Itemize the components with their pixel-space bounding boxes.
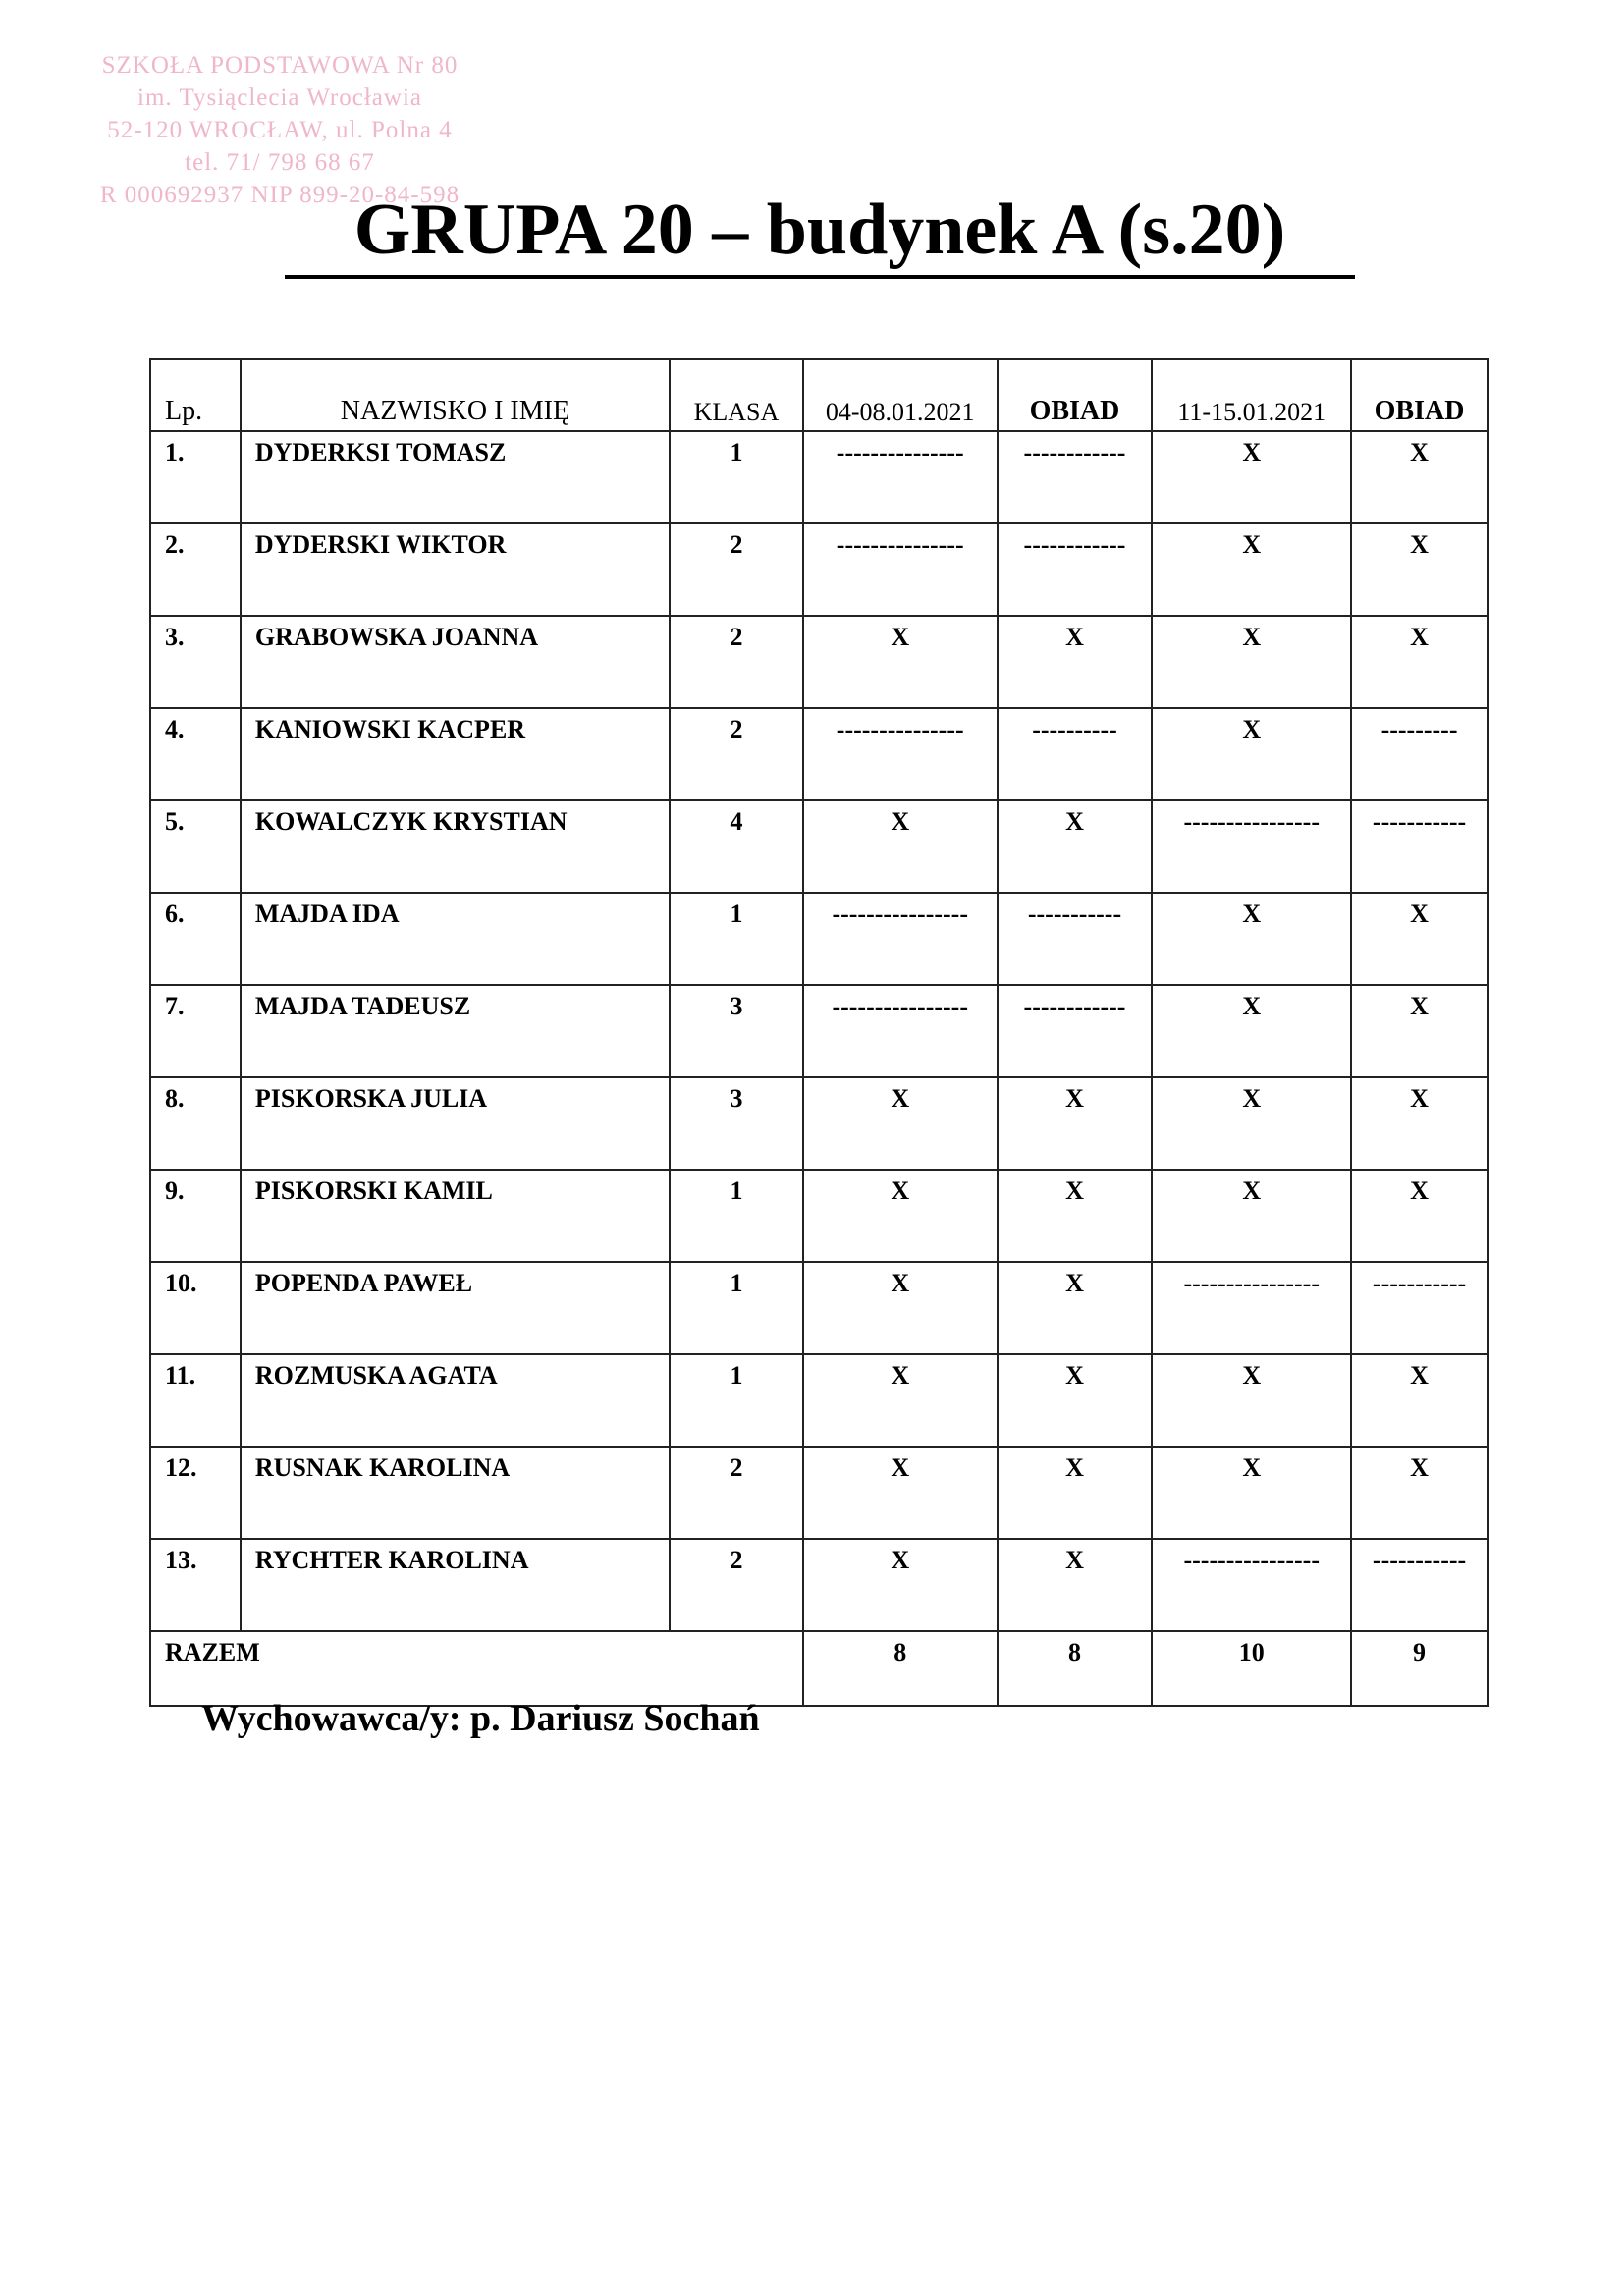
row-lp: 3. [150, 616, 241, 708]
row-week1: X [803, 1539, 998, 1631]
row-klasa: 2 [670, 708, 803, 800]
row-obiad1: ------------ [998, 985, 1153, 1077]
total-label: RAZEM [150, 1631, 803, 1706]
stamp-line: im. Tysiąclecia Wrocławia [137, 84, 422, 111]
row-week1: X [803, 1170, 998, 1262]
row-obiad2: X [1351, 1170, 1488, 1262]
stamp-line: R 000692937 NIP 899-20-84-598 [99, 182, 460, 208]
header-obiad2: OBIAD [1351, 359, 1488, 431]
row-week2: ---------------- [1152, 800, 1351, 893]
row-name: ROZMUSKA AGATA [241, 1354, 670, 1447]
row-week1: X [803, 1262, 998, 1354]
row-name: KOWALCZYK KRYSTIAN [241, 800, 670, 893]
row-name: PISKORSKI KAMIL [241, 1170, 670, 1262]
header-name: NAZWISKO I IMIĘ [241, 359, 670, 431]
row-obiad1: X [998, 1447, 1153, 1539]
table-row [150, 1077, 1488, 1170]
row-week1: ---------------- [803, 985, 998, 1077]
row-name: KANIOWSKI KACPER [241, 708, 670, 800]
row-week1: X [803, 1447, 998, 1539]
row-obiad1: X [998, 1539, 1153, 1631]
row-name: POPENDA PAWEŁ [241, 1262, 670, 1354]
row-week2: ---------------- [1152, 1262, 1351, 1354]
row-name: MAJDA TADEUSZ [241, 985, 670, 1077]
row-name: RUSNAK KAROLINA [241, 1447, 670, 1539]
row-klasa: 1 [670, 1262, 803, 1354]
row-week1: --------------- [803, 431, 998, 523]
row-name: DYDERSKI WIKTOR [241, 523, 670, 616]
row-obiad1: X [998, 1354, 1153, 1447]
row-klasa: 1 [670, 1354, 803, 1447]
table-row [150, 800, 1488, 893]
row-week1: X [803, 1354, 998, 1447]
row-klasa: 2 [670, 523, 803, 616]
row-obiad1: X [998, 616, 1153, 708]
table-row [150, 1354, 1488, 1447]
row-week1: ---------------- [803, 893, 998, 985]
row-obiad2: X [1351, 893, 1488, 985]
header-lp: Lp. [150, 359, 241, 431]
row-week2: X [1152, 616, 1351, 708]
row-klasa: 2 [670, 616, 803, 708]
row-week2: X [1152, 1447, 1351, 1539]
row-obiad2: X [1351, 1077, 1488, 1170]
row-obiad2: ----------- [1351, 800, 1488, 893]
table-row [150, 523, 1488, 616]
row-week2: X [1152, 431, 1351, 523]
row-obiad1: ---------- [998, 708, 1153, 800]
row-week1: X [803, 616, 998, 708]
table-row [150, 1539, 1488, 1631]
row-week2: X [1152, 985, 1351, 1077]
row-lp: 1. [150, 431, 241, 523]
row-obiad1: X [998, 1077, 1153, 1170]
row-klasa: 2 [670, 1539, 803, 1631]
stamp-line: SZKOŁA PODSTAWOWA Nr 80 [101, 52, 459, 79]
row-week2: X [1152, 708, 1351, 800]
table-row [150, 1170, 1488, 1262]
row-obiad2: X [1351, 431, 1488, 523]
row-week2: X [1152, 1354, 1351, 1447]
stamp-line: 52-120 WROCŁAW, ul. Polna 4 [107, 117, 453, 143]
row-lp: 9. [150, 1170, 241, 1262]
table-row [150, 1447, 1488, 1539]
row-klasa: 2 [670, 1447, 803, 1539]
row-obiad1: ------------ [998, 523, 1153, 616]
row-week1: --------------- [803, 708, 998, 800]
row-name: GRABOWSKA JOANNA [241, 616, 670, 708]
row-lp: 12. [150, 1447, 241, 1539]
total-obiad2: 9 [1351, 1631, 1488, 1706]
row-lp: 4. [150, 708, 241, 800]
row-lp: 5. [150, 800, 241, 893]
row-week1: --------------- [803, 523, 998, 616]
row-klasa: 3 [670, 1077, 803, 1170]
row-obiad2: X [1351, 1447, 1488, 1539]
table-row [150, 616, 1488, 708]
row-lp: 7. [150, 985, 241, 1077]
row-lp: 6. [150, 893, 241, 985]
stamp-line: tel. 71/ 798 68 67 [185, 149, 375, 176]
row-klasa: 3 [670, 985, 803, 1077]
header-klasa: KLASA [670, 359, 803, 431]
header-obiad1: OBIAD [998, 359, 1153, 431]
row-klasa: 4 [670, 800, 803, 893]
table-row [150, 893, 1488, 985]
total-row [150, 1631, 1488, 1706]
row-obiad1: X [998, 1170, 1153, 1262]
row-name: RYCHTER KAROLINA [241, 1539, 670, 1631]
table-row [150, 708, 1488, 800]
row-klasa: 1 [670, 1170, 803, 1262]
row-lp: 2. [150, 523, 241, 616]
row-obiad2: X [1351, 523, 1488, 616]
row-obiad2: X [1351, 1354, 1488, 1447]
page-title: GRUPA 20 – budynek A (s.20) [285, 187, 1355, 279]
row-week1: X [803, 800, 998, 893]
roster-table [149, 358, 1489, 1707]
total-obiad1: 8 [998, 1631, 1153, 1706]
header-week1: 04-08.01.2021 [803, 359, 998, 431]
total-week1: 8 [803, 1631, 998, 1706]
row-week2: X [1152, 893, 1351, 985]
row-week1: X [803, 1077, 998, 1170]
row-name: MAJDA IDA [241, 893, 670, 985]
row-obiad2: ----------- [1351, 1539, 1488, 1631]
row-lp: 13. [150, 1539, 241, 1631]
row-obiad1: X [998, 800, 1153, 893]
row-obiad2: X [1351, 985, 1488, 1077]
row-week2: X [1152, 523, 1351, 616]
row-obiad2: ----------- [1351, 1262, 1488, 1354]
row-week2: X [1152, 1170, 1351, 1262]
header-week2: 11-15.01.2021 [1152, 359, 1351, 431]
row-klasa: 1 [670, 431, 803, 523]
row-obiad1: X [998, 1262, 1153, 1354]
total-week2: 10 [1152, 1631, 1351, 1706]
row-lp: 11. [150, 1354, 241, 1447]
table-header-row [150, 359, 1488, 431]
row-lp: 10. [150, 1262, 241, 1354]
teacher-line: Wychowawca/y: p. Dariusz Sochań [201, 1698, 760, 1739]
table-row [150, 431, 1488, 523]
row-obiad1: ------------ [998, 431, 1153, 523]
row-week2: X [1152, 1077, 1351, 1170]
row-klasa: 1 [670, 893, 803, 985]
row-obiad1: ----------- [998, 893, 1153, 985]
row-obiad2: --------- [1351, 708, 1488, 800]
table-row [150, 1262, 1488, 1354]
row-name: PISKORSKA JULIA [241, 1077, 670, 1170]
row-obiad2: X [1351, 616, 1488, 708]
row-name: DYDERKSI TOMASZ [241, 431, 670, 523]
row-week2: ---------------- [1152, 1539, 1351, 1631]
row-lp: 8. [150, 1077, 241, 1170]
table-row [150, 985, 1488, 1077]
